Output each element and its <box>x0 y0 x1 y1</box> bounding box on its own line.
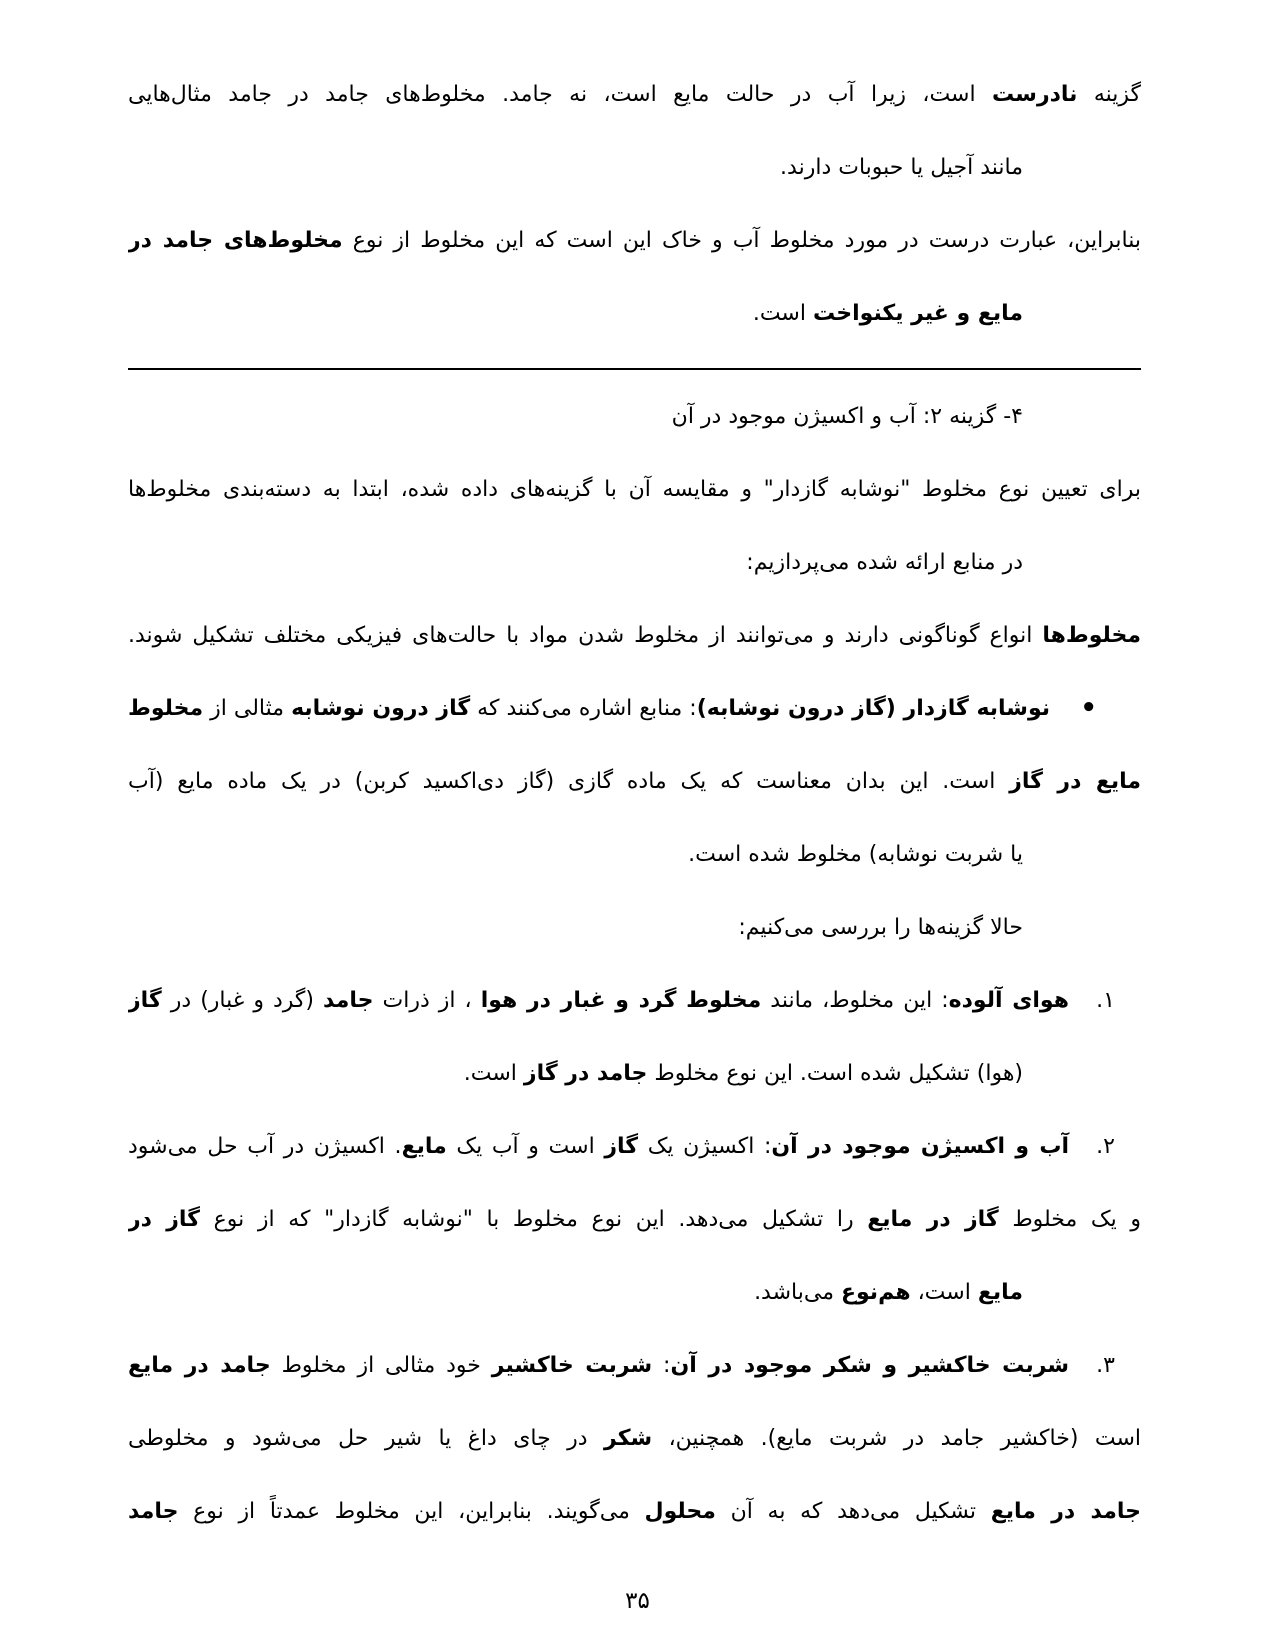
text-segment: هوای آلوده <box>948 988 1069 1013</box>
paragraph-line <box>128 204 1141 277</box>
text-segment: مایع <box>401 1134 447 1159</box>
text-segment: است. <box>752 301 813 326</box>
text-segment: یا شربت نوشابه) مخلوط شده است. <box>688 842 1023 867</box>
list-item-line <box>128 1329 1141 1402</box>
text-segment: مخلوط <box>128 696 204 721</box>
paragraph-line <box>128 453 1141 526</box>
text-segment: محلول <box>644 1499 716 1524</box>
text-segment: گاز در <box>128 1207 200 1232</box>
list-item-line <box>128 964 1141 1037</box>
text-segment: است (خاکشیر جامد در شربت مایع). همچنین، <box>652 1426 1141 1451</box>
text-segment: گاز درون نوشابه <box>291 696 471 721</box>
section-divider <box>128 368 1141 370</box>
text-segment: مخلوط‌ها <box>1042 623 1141 648</box>
text-segment: را تشکیل می‌دهد. این نوع مخلوط با "نوشابه گازدار" که از نوع <box>199 1207 868 1232</box>
list-bullet-marker: • <box>1080 693 1097 723</box>
text-segment: (گرد و غبار) در <box>161 988 324 1013</box>
text-segment: شکر <box>604 1426 653 1451</box>
list-number-marker: ۳. <box>1096 1353 1115 1378</box>
paragraph-line <box>128 818 1141 891</box>
text-segment: مانند آجیل یا حبوبات دارند. <box>780 155 1023 180</box>
text-segment: مایع و غیر یکنواخت <box>812 301 1023 326</box>
text-segment: است. <box>463 1061 524 1086</box>
text-segment: تشکیل می‌دهد که به آن <box>715 1499 991 1524</box>
text-segment: در چای داغ یا شیر حل می‌شود و مخلوطی <box>128 1426 605 1451</box>
text-segment: گزینه <box>1077 82 1141 107</box>
text-segment: جامد <box>128 1499 179 1524</box>
text-segment: : منابع اشاره می‌کنند که <box>470 696 697 721</box>
paragraph-line <box>128 745 1141 818</box>
text-segment: گاز در مایع <box>867 1207 999 1232</box>
list-number-marker: ۲. <box>1096 1134 1115 1159</box>
text-segment: ۴- گزینه ۲: آب و اکسیژن موجود در آن <box>671 404 1023 429</box>
text-segment: مایع <box>977 1280 1023 1305</box>
paragraph-line <box>128 1256 1141 1329</box>
page-number: ۳۵ <box>625 1588 650 1614</box>
text-segment: مخلوط گرد و غبار در هوا <box>480 988 762 1013</box>
paragraph-line <box>128 1475 1141 1548</box>
text-segment: گاز <box>604 1134 639 1159</box>
list-item-line <box>128 672 1141 745</box>
text-segment: بنابراین، عبارت درست در مورد مخلوط آب و خاک این است که این مخلوط از نوع <box>342 228 1141 253</box>
text-segment: انواع گوناگونی دارند و می‌توانند از مخلوط شدن مواد با حالت‌های فیزیکی مختلف تشکیل شوند. <box>128 623 1043 648</box>
text-segment: مایع در گاز <box>1009 769 1141 794</box>
text-segment: خود مثالی از مخلوط <box>270 1353 492 1378</box>
text-segment: حالا گزینه‌ها را بررسی می‌کنیم: <box>738 915 1023 940</box>
text-segment: است و آب یک <box>446 1134 605 1159</box>
text-segment: جامد در مایع <box>128 1353 271 1378</box>
paragraph-line <box>128 277 1141 350</box>
text-segment: شربت خاکشیر و شکر موجود در آن <box>670 1353 1070 1378</box>
text-segment: ، از ذرات <box>373 988 481 1013</box>
text-segment: هم‌نوع <box>840 1280 911 1305</box>
paragraph-line <box>128 1402 1141 1475</box>
text-segment: : اکسیژن یک <box>638 1134 772 1159</box>
text-segment: است، <box>910 1280 978 1305</box>
text-segment: مثالی از <box>203 696 292 721</box>
list-item-line <box>128 1110 1141 1183</box>
paragraph-line <box>128 131 1141 204</box>
text-segment: : <box>652 1353 671 1378</box>
text-segment: . اکسیژن در آب حل می‌شود <box>128 1134 402 1159</box>
paragraph-line <box>128 1183 1141 1256</box>
paragraph-line <box>128 1037 1141 1110</box>
text-segment: : این مخلوط، مانند <box>761 988 949 1013</box>
paragraph-line <box>128 58 1141 131</box>
text-segment: آب و اکسیژن موجود در آن <box>771 1134 1070 1159</box>
text-segment: جامد در مایع <box>990 1499 1141 1524</box>
text-segment: و یک مخلوط <box>998 1207 1141 1232</box>
text-segment: شربت خاکشیر <box>491 1353 653 1378</box>
text-segment: می‌گویند. بنابراین، این مخلوط عمدتاً از نوع <box>178 1499 645 1524</box>
text-segment: جامد در گاز <box>523 1061 648 1086</box>
text-segment: می‌باشد. <box>754 1280 841 1305</box>
section-heading <box>128 380 1141 453</box>
list-number-marker: ۱. <box>1096 988 1115 1013</box>
paragraph-line <box>128 599 1141 672</box>
text-segment: برای تعیین نوع مخلوط "نوشابه گازدار" و مقایسه آن با گزینه‌های داده شده، ابتدا به دسته‌بندی مخلوط‌ها <box>128 477 1141 502</box>
paragraph-line <box>128 526 1141 599</box>
text-segment: است. این بدان معناست که یک ماده گازی (گاز دی‌اکسید کربن) در یک ماده مایع (آب <box>128 769 1010 794</box>
text-segment: (هوا) تشکیل شده است. این نوع مخلوط <box>647 1061 1023 1086</box>
text-segment: جامد <box>323 988 374 1013</box>
text-segment: در منابع ارائه شده می‌پردازیم: <box>746 550 1023 575</box>
text-segment: گاز <box>128 988 162 1013</box>
text-segment: است، زیرا آب در حالت مایع است، نه جامد. مخلوط‌های جامد در جامد مثال‌هایی <box>128 82 993 107</box>
paragraph-line <box>128 891 1141 964</box>
text-segment: نادرست <box>992 82 1078 107</box>
text-segment: مخلوط‌های جامد در <box>128 228 343 253</box>
text-segment: نوشابه گازدار (گاز درون نوشابه) <box>696 696 1050 721</box>
